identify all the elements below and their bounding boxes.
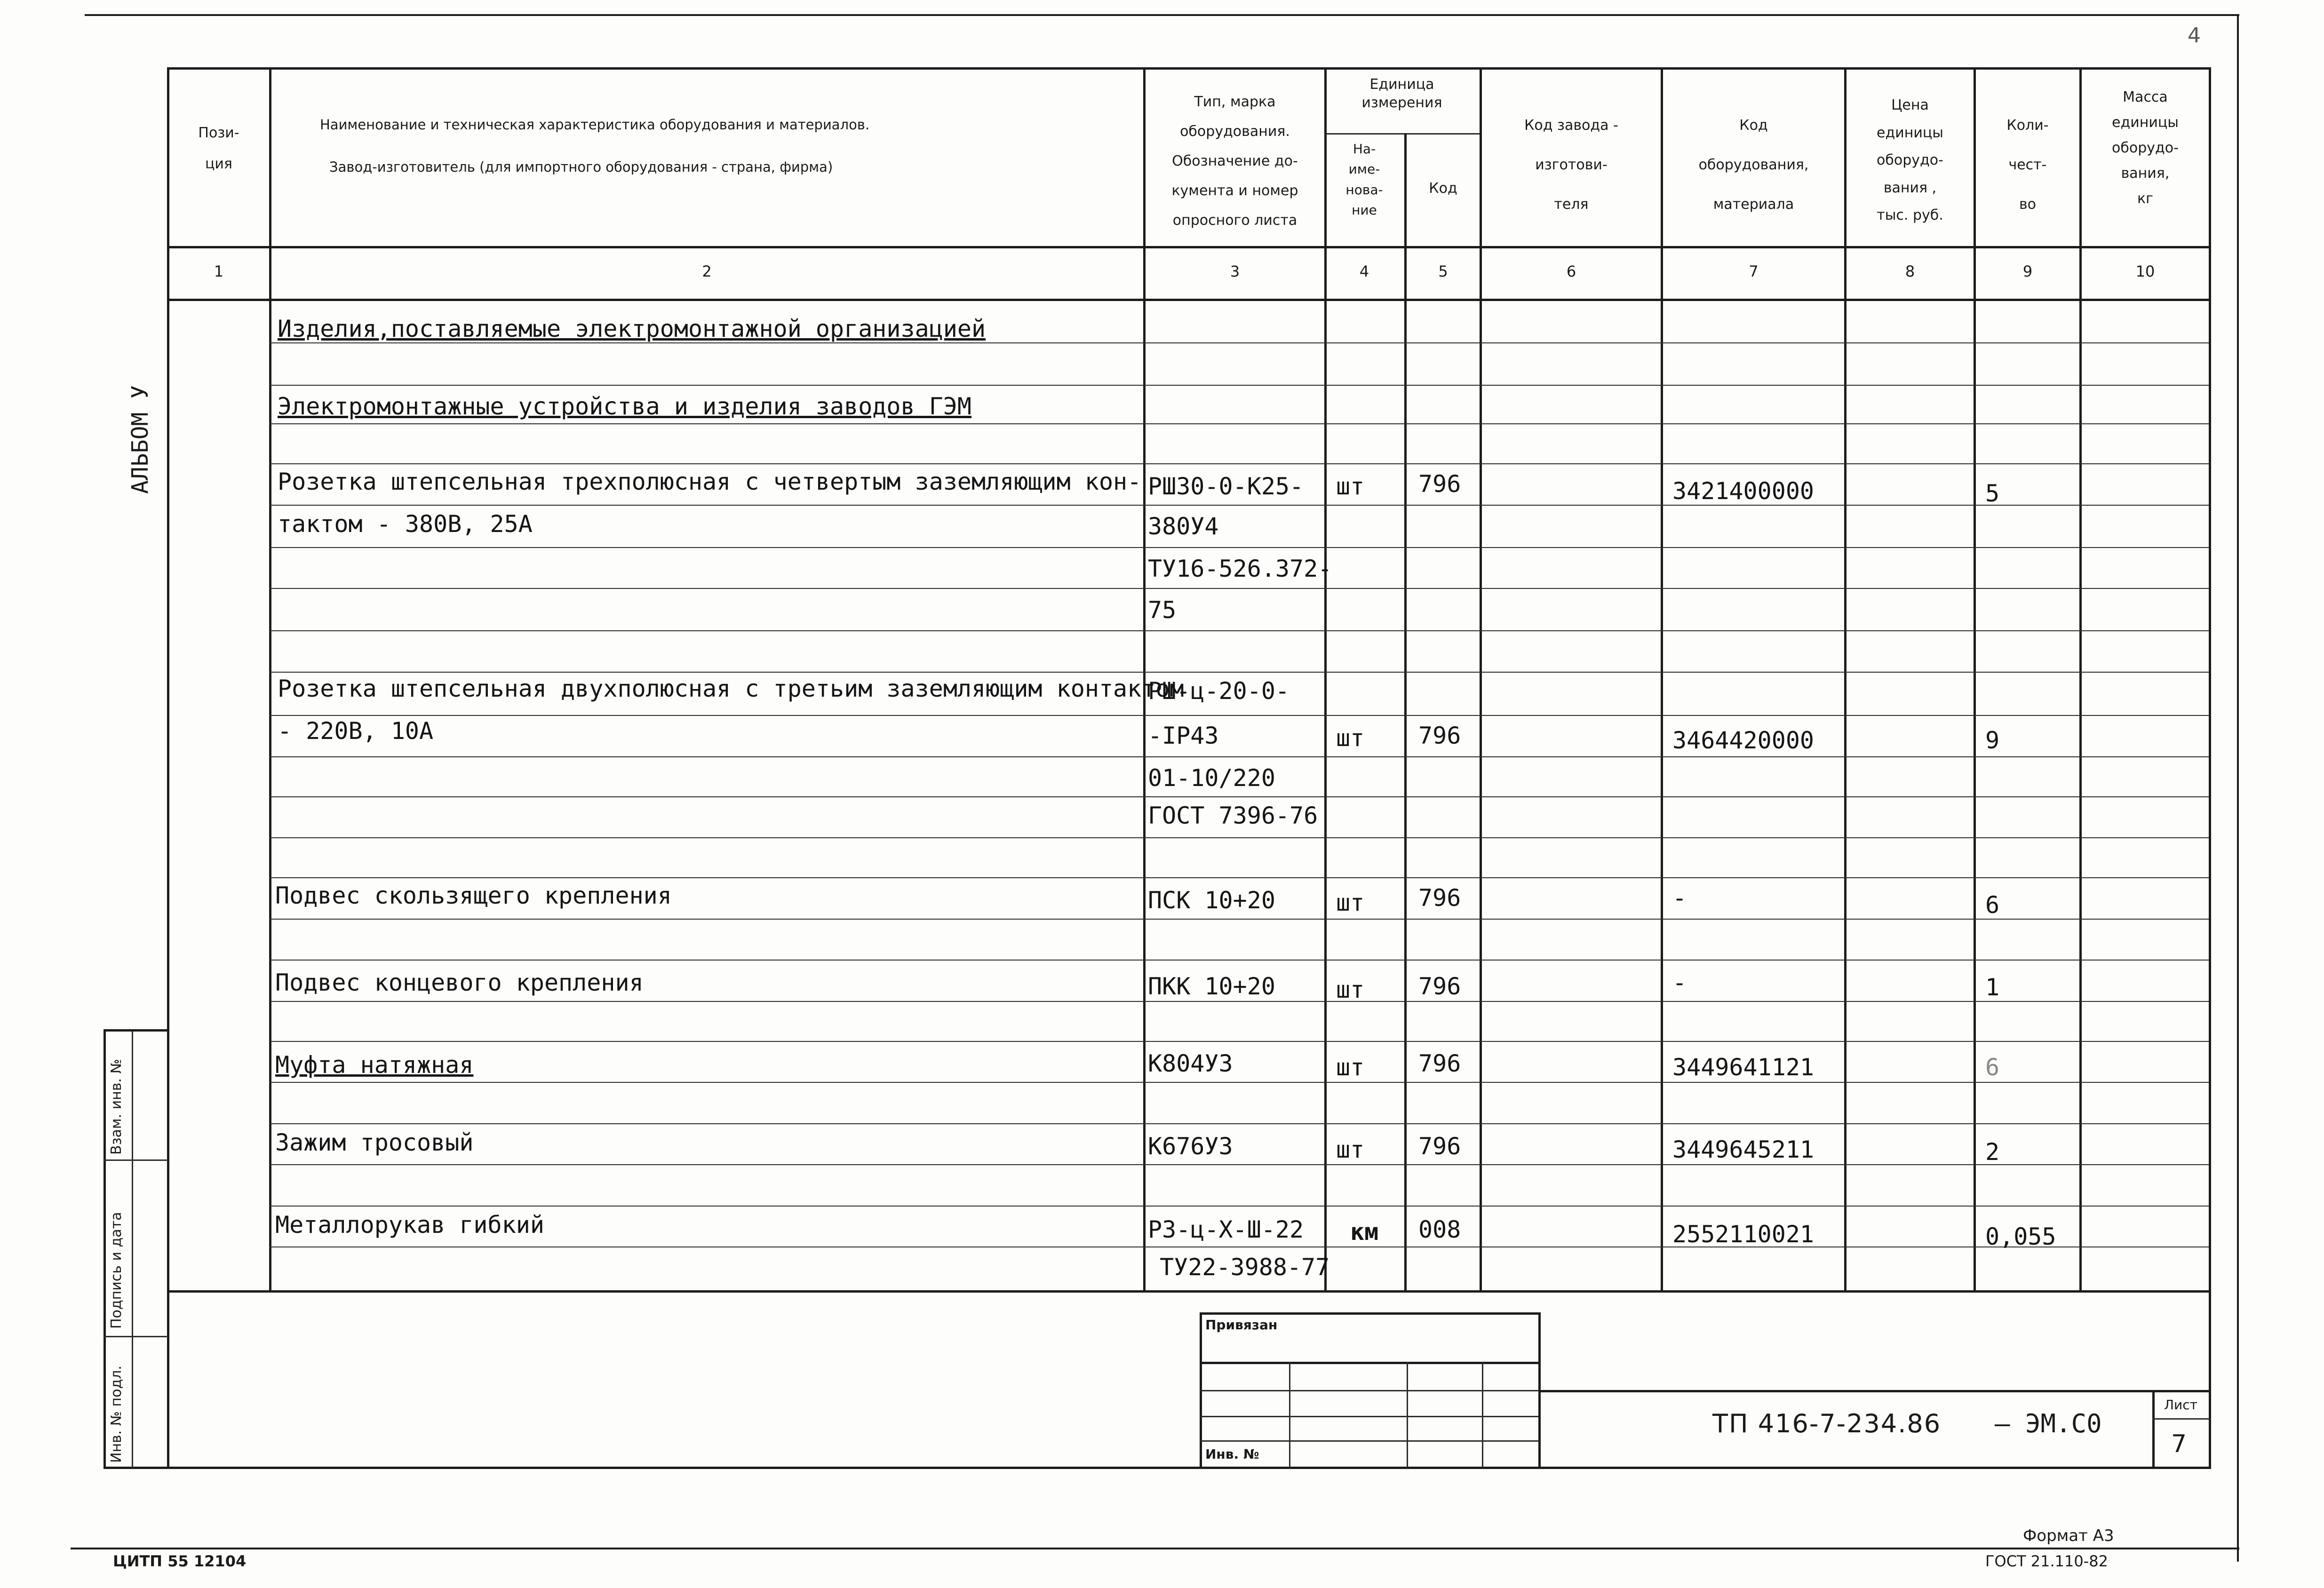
sheet-box-left (2152, 1390, 2155, 1468)
side-stamp-left (103, 1030, 106, 1468)
item-material-code: 3449645211 (1672, 1136, 1815, 1163)
col-5-6-line (1480, 67, 1482, 1292)
footer-gost: ГОСТ 21.110-82 (1985, 1552, 2108, 1570)
document-suffix: — ЭМ.С0 (1995, 1409, 2102, 1438)
row-line (269, 1082, 2209, 1083)
col-1-2-line (269, 67, 271, 1292)
item-name: Металлорукав гибкий (275, 1211, 544, 1239)
item-material-code: 3464420000 (1672, 727, 1815, 754)
binding-stamp-line (1200, 1416, 1538, 1417)
header-quantity: Коли- чест- во (2006, 117, 2049, 213)
item-material-code: - (1672, 884, 1687, 912)
row-line (269, 547, 2209, 548)
item-unit: шт (1336, 1136, 1365, 1163)
item-material-code: - (1672, 969, 1687, 996)
col-number: 10 (2135, 262, 2155, 280)
top-border (85, 14, 2239, 16)
row-line (269, 385, 2209, 386)
item-type: 75 (1148, 596, 1177, 624)
album-label: АЛЬБОМ У (127, 385, 153, 494)
right-edge-line (2237, 14, 2239, 1562)
row-line (269, 1001, 2209, 1002)
item-name: Розетка штепсельная двухполюсная с третьим заземляющим контактом (278, 675, 1184, 702)
row-line (269, 672, 2209, 673)
header-unit-name: На- име- нова- ние (1345, 141, 1383, 218)
row-line (269, 630, 2209, 631)
binding-stamp-line (1200, 1440, 1538, 1442)
item-name: Муфта натяжная (275, 1051, 474, 1079)
col-number: 8 (1905, 262, 1915, 280)
item-material-code: 3449641121 (1672, 1054, 1815, 1081)
header-material-code: Код оборудования, материала (1698, 117, 1809, 213)
item-unit-code: 796 (1418, 722, 1461, 749)
item-unit: км (1350, 1218, 1379, 1246)
side-stamp-div (103, 1159, 168, 1161)
item-type: ТУ22-3988-77 (1160, 1254, 1330, 1281)
col-number: 7 (1749, 262, 1759, 280)
binding-stamp-col (1289, 1362, 1290, 1468)
row-line (269, 715, 2209, 716)
item-quantity: 2 (1985, 1138, 2000, 1166)
header-manufacturer: Завод-изготовитель (для импортного оборудования - страна, фирма) (329, 159, 833, 175)
table-top-line (167, 67, 2211, 70)
item-type: ТУ16-526.372- (1148, 555, 1332, 582)
col-9-10-line (2079, 67, 2082, 1292)
item-type: ГОСТ 7396-76 (1148, 802, 1318, 829)
bottom-outer-line (71, 1548, 2239, 1549)
item-type: Р3-ц-Х-Ш-22 (1148, 1216, 1304, 1243)
item-type: 380У4 (1148, 513, 1219, 540)
footer-format: Формат А3 (2023, 1526, 2114, 1545)
col-number: 4 (1359, 262, 1369, 280)
header-name: Наименование и техническая характеристика оборудования и материалов. (320, 117, 870, 133)
footer-org: ЦИТП 55 12104 (113, 1552, 247, 1570)
page-number: 4 (2188, 24, 2201, 48)
sheet-number: 7 (2171, 1430, 2187, 1458)
side-stamp-mid (132, 1030, 133, 1468)
item-unit: шт (1336, 889, 1365, 916)
binding-stamp-line (1200, 1362, 1538, 1364)
header-unit-group: Единица измерения (1361, 76, 1442, 111)
item-unit: шт (1336, 473, 1365, 500)
item-unit-code: 796 (1418, 884, 1461, 912)
col-4-5-line (1404, 133, 1407, 1292)
sheet-box-mid (2152, 1418, 2211, 1420)
item-quantity: 9 (1985, 727, 2000, 754)
col-6-7-line (1661, 67, 1663, 1292)
item-material-code: 3421400000 (1672, 477, 1815, 505)
row-line (269, 342, 2209, 343)
row-line (269, 1206, 2209, 1207)
col-number: 6 (1566, 262, 1576, 280)
binding-stamp-line (1200, 1390, 1538, 1391)
row-line (269, 796, 2209, 797)
item-quantity: 1 (1985, 974, 2000, 1001)
item-unit-code: 796 (1418, 1133, 1461, 1160)
item-type: ПКК 10+20 (1148, 973, 1275, 1000)
side-stamp-vzam: Взам. инв. № (108, 1059, 125, 1155)
document-code: ТП 416-7-234.86 (1712, 1409, 1942, 1438)
col-number: 3 (1230, 262, 1240, 280)
header-mass: Масса единицы оборудо- вания, кг (2112, 89, 2179, 207)
table-end-line (167, 1290, 2211, 1293)
col-number: 2 (702, 262, 712, 280)
binding-stamp-col (1407, 1362, 1408, 1468)
frame-bottom-line (103, 1467, 2211, 1469)
item-name: - 220В, 10А (278, 717, 434, 745)
item-unit: шт (1336, 976, 1365, 1003)
side-stamp-top (103, 1029, 168, 1032)
col-3-4-line (1324, 67, 1327, 1292)
side-stamp-div (103, 1336, 168, 1337)
header-bottom-line (167, 246, 2211, 248)
item-unit-code: 796 (1418, 1050, 1461, 1077)
header-type: Тип, марка оборудования. Обозначение до- кумента и номер опросного листа (1171, 94, 1298, 229)
col-number: 1 (214, 262, 224, 280)
col-8-9-line (1974, 67, 1976, 1292)
item-name: Подвес скользящего крепления (275, 882, 672, 909)
item-type: -IР43 (1148, 722, 1219, 749)
col-right-border (2209, 67, 2211, 1468)
item-unit-code: 796 (1418, 973, 1461, 1000)
side-stamp-podpis: Подпись и дата (108, 1212, 125, 1329)
row-line (269, 588, 2209, 589)
col-number: 5 (1438, 262, 1448, 280)
header-factory-code: Код завода - изготови- теля (1524, 117, 1618, 213)
item-quantity: 6 (1985, 1054, 2000, 1081)
row-line (269, 1041, 2209, 1042)
item-unit-code: 008 (1418, 1216, 1461, 1243)
section-title-products: Изделия,поставляемые электромонтажной организацией (278, 315, 986, 342)
item-type: К804У3 (1148, 1050, 1233, 1077)
colnum-bottom-line (167, 299, 2211, 301)
item-type: РШ30-0-К25- (1148, 473, 1304, 500)
section-title-devices: Электромонтажные устройства и изделия заводов ГЭМ (278, 393, 972, 420)
stamp-privyazan: Привязан (1205, 1317, 1278, 1333)
row-line (269, 463, 2209, 464)
row-line (269, 756, 2209, 757)
item-name: тактом - 380В, 25А (278, 510, 533, 538)
item-type: ПСК 10+20 (1148, 887, 1275, 914)
item-type: К676У3 (1148, 1133, 1233, 1160)
sheet-label: Лист (2164, 1397, 2197, 1413)
row-line (269, 1123, 2209, 1124)
row-line (269, 877, 2209, 878)
item-unit: шт (1336, 1054, 1365, 1081)
item-quantity: 5 (1985, 480, 2000, 507)
header-position: Пози- ция (198, 125, 239, 172)
row-line (269, 919, 2209, 920)
item-unit-code: 796 (1418, 470, 1461, 498)
item-material-code: 2552110021 (1672, 1221, 1815, 1248)
item-quantity: 0,055 (1985, 1223, 2056, 1250)
row-line (269, 960, 2209, 961)
binding-stamp-col (1482, 1362, 1483, 1468)
item-type: РШ-ц-20-0- (1148, 677, 1290, 705)
stamp-inv-no: Инв. № (1205, 1446, 1259, 1462)
row-line (269, 423, 2209, 424)
item-name: Розетка штепсельная трехполюсная с четвертым заземляющим кон- (278, 468, 1142, 495)
header-price: Цена единицы оборудо- вания , тыс. руб. (1877, 97, 1943, 223)
row-line (269, 505, 2209, 506)
side-stamp-inv: Инв. № подл. (108, 1366, 125, 1463)
item-name: Зажим тросовый (275, 1129, 474, 1156)
item-name: Подвес концевого крепления (275, 969, 644, 996)
col-number: 9 (2022, 262, 2033, 280)
header-unit-code: Код (1429, 180, 1457, 197)
unit-group-line (1324, 133, 1480, 135)
title-block-top (1538, 1390, 2211, 1392)
row-line (269, 837, 2209, 838)
col-7-8-line (1844, 67, 1846, 1292)
item-unit: шт (1336, 724, 1365, 752)
item-quantity: 6 (1985, 891, 2000, 919)
row-line (269, 1164, 2209, 1165)
item-type: 01-10/220 (1148, 764, 1275, 792)
